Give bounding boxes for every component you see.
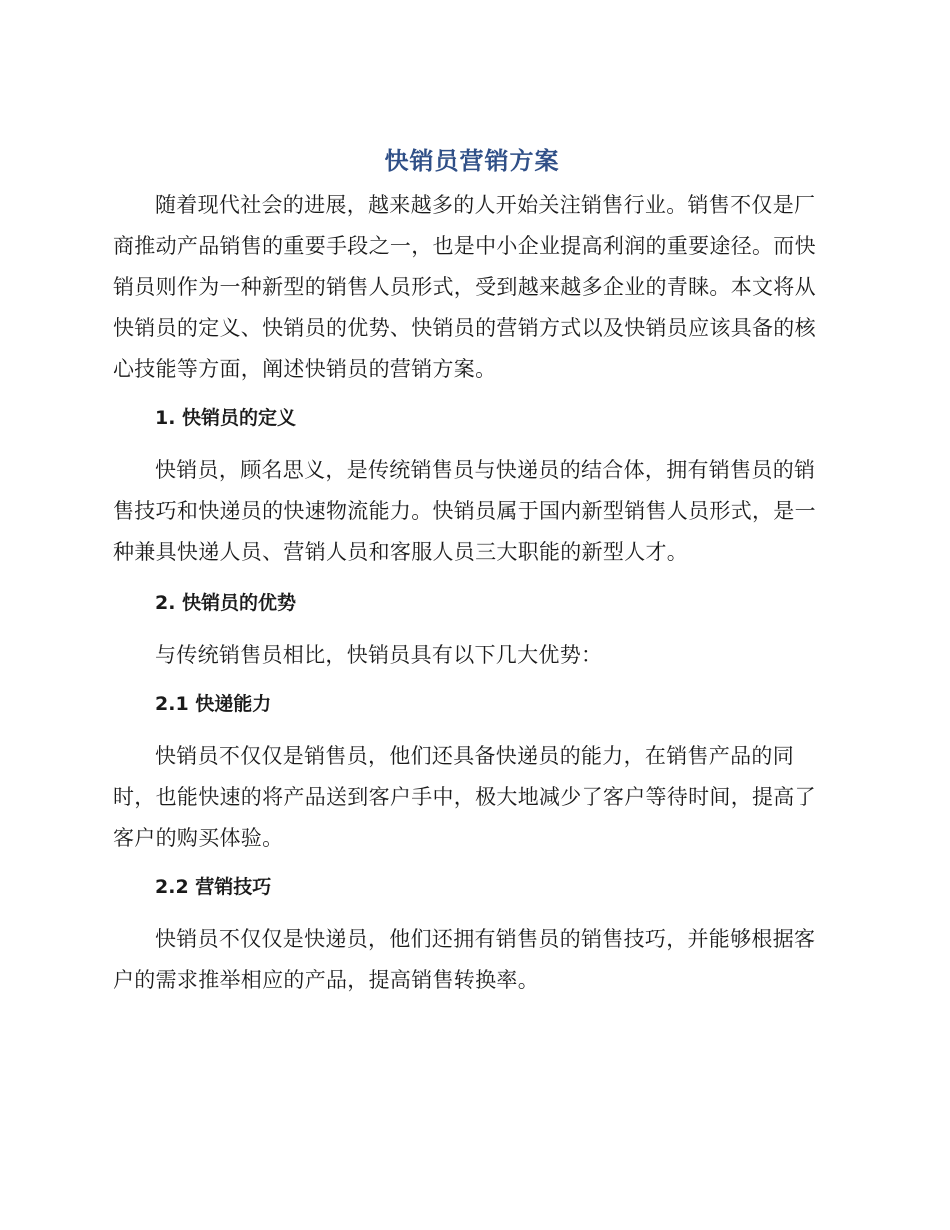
section-heading-advantages: 2. 快销员的优势 bbox=[155, 592, 297, 614]
section-paragraph-marketing-skills: 快销员不仅仅是快递员，他们还拥有销售员的销售技巧，并能够根据客户的需求推举相应的产品，提高销售转换率。 bbox=[113, 927, 816, 992]
document-page bbox=[113, 143, 831, 1001]
section-paragraph-delivery-ability: 快销员不仅仅是销售员，他们还具备快递员的能力，在销售产品的同时，也能快速的将产品送到客户手中，极大地减少了客户等待时间，提高了客户的购买体验。 bbox=[113, 744, 816, 850]
section-heading-definition: 1. 快销员的定义 bbox=[155, 407, 297, 429]
section-heading-delivery-ability: 2.1 快递能力 bbox=[155, 693, 272, 715]
intro-paragraph: 随着现代社会的进展，越来越多的人开始关注销售行业。销售不仅是厂商推动产品销售的重要手段之一，也是中小企业提高利润的重要途径。而快销员则作为一种新型的销售人员形式，受到越来越多企业的青睐。本文将从快销员的定义、快销员的优势、快销员的营销方式以及快销员应该具备的核心技能等方面，阐述快销员的营销方案。 bbox=[113, 193, 816, 381]
section-heading-marketing-skills: 2.2 营销技巧 bbox=[155, 876, 272, 898]
section-paragraph-definition: 快销员，顾名思义，是传统销售员与快递员的结合体，拥有销售员的销售技巧和快递员的快速物流能力。快销员属于国内新型销售人员形式，是一种兼具快递人员、营销人员和客服人员三大职能的新型人才。 bbox=[113, 458, 816, 564]
section-paragraph-advantages: 与传统销售员相比，快销员具有以下几大优势： bbox=[155, 643, 603, 667]
document-title: 快销员营销方案 bbox=[384, 147, 560, 175]
